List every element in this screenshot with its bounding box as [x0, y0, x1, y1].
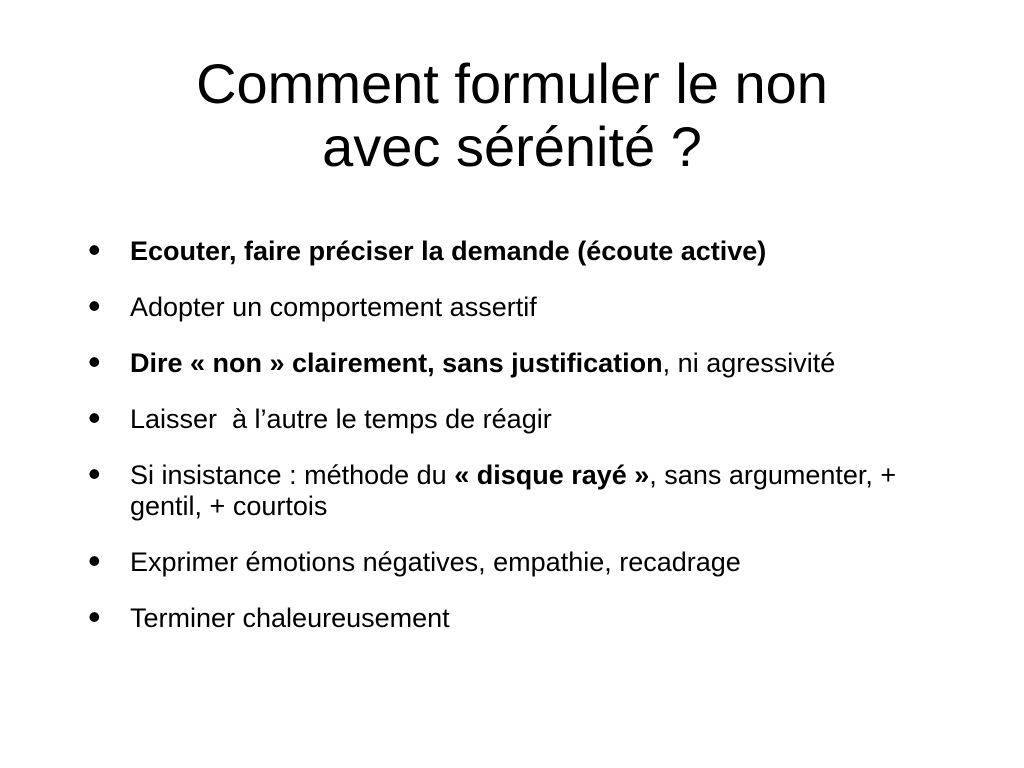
bullet-item-give-time [88, 397, 908, 438]
bullet-dot-icon: • [88, 453, 101, 494]
bullet-bold-text: « disque rayé » [454, 460, 650, 490]
bullet-item-say-no [88, 341, 908, 382]
bullet-plain-text: Si insistance : méthode du [130, 460, 455, 490]
bullet-dot-icon: • [88, 285, 101, 326]
bullet-item-broken-record [88, 453, 908, 522]
slide-title [0, 52, 1024, 178]
bullet-text: Exprimer émotions négatives, empathie, recadrage [130, 547, 741, 577]
bullet-bold-text: Ecouter, faire préciser la demande (écoute active) [130, 236, 767, 266]
bullet-text: Terminer chaleureusement [130, 603, 450, 633]
bullet-item-listen [88, 229, 908, 270]
bullet-dot-icon: • [88, 540, 101, 581]
bullet-dot-icon: • [88, 341, 101, 382]
bullet-dot-icon: • [88, 229, 101, 270]
bullet-plain-text: , ni agressivité [662, 348, 836, 378]
bullet-plain-text: , sans argumenter, + gentil, + courtois [130, 460, 897, 521]
bullet-list [88, 229, 908, 659]
bullet-text [130, 348, 835, 378]
bullet-item-assertive [88, 285, 908, 326]
bullet-dot-icon: • [88, 596, 101, 637]
slide-title-line-1: Comment formuler le non [196, 52, 828, 115]
bullet-text: Laisser à l’autre le temps de réagir [130, 404, 552, 434]
bullet-bold-text: Dire « non » clairement, sans justification [130, 348, 663, 378]
slide-title-line-2: avec sérénité ? [322, 115, 702, 178]
bullet-dot-icon: • [88, 397, 101, 438]
bullet-text [130, 236, 766, 266]
bullet-text: Adopter un comportement assertif [130, 292, 537, 322]
bullet-item-emotions [88, 540, 908, 581]
bullet-item-warm-ending [88, 596, 908, 637]
bullet-text [130, 460, 896, 521]
